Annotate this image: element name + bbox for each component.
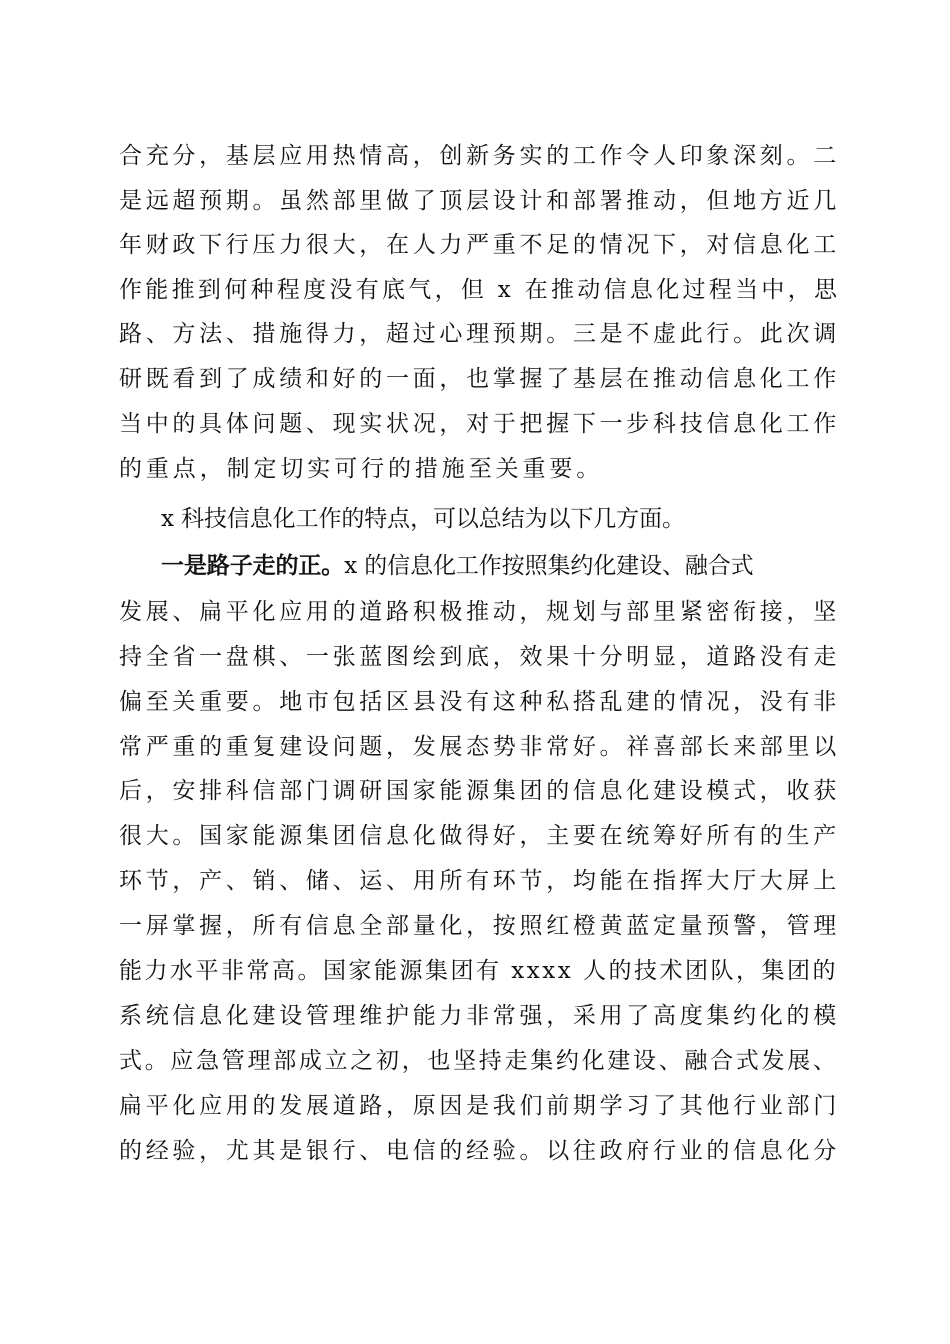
paragraph-1-line: 年财政下行压力很大，在人力严重不足的情况下，对信息化工 (119, 232, 840, 258)
paragraph-2: x 科技信息化工作的特点，可以总结为以下几方面。 (161, 506, 685, 532)
paragraph-3-first-line-text: x 的信息化工作按照集约化建设、融合式 (344, 553, 754, 579)
paragraph-1-line: 路、方法、措施得力，超过心理预期。三是不虚此行。此次调 (119, 321, 840, 347)
paragraph-1-line: 当中的具体问题、现实状况，对于把握下一步科技信息化工作 (119, 411, 840, 437)
paragraph-3-line: 很大。国家能源集团信息化做得好，主要在统筹好所有的生产 (119, 823, 840, 849)
paragraph-1-line: 合充分，基层应用热情高，创新务实的工作令人印象深刻。二 (119, 143, 840, 169)
paragraph-3-first-line (161, 546, 881, 586)
paragraph-3-line: 环节，产、销、储、运、用所有环节，均能在指挥大厅大屏上 (119, 868, 840, 894)
paragraph-3-line: 系统信息化建设管理维护能力非常强，采用了高度集约化的模 (119, 1003, 840, 1029)
paragraph-3-line: 的经验，尤其是银行、电信的经验。以往政府行业的信息化分 (119, 1138, 840, 1164)
paragraph-3-line: 偏至关重要。地市包括区县没有这种私搭乱建的情况，没有非 (119, 689, 840, 715)
paragraph-3-line: 后，安排科信部门调研国家能源集团的信息化建设模式，收获 (119, 778, 840, 804)
paragraph-3-line: 持全省一盘棋、一张蓝图绘到底，效果十分明显，道路没有走 (119, 644, 840, 670)
paragraph-3-line: 式。应急管理部成立之初，也坚持走集约化建设、融合式发展、 (119, 1048, 839, 1074)
paragraph-1-line: 作能推到何种程度没有底气，但 x 在推动信息化过程当中，思 (119, 277, 841, 303)
paragraph-3-line: 一屏掌握，所有信息全部量化，按照红橙黄蓝定量预警，管理 (119, 913, 840, 939)
paragraph-3-line: 扁平化应用的发展道路，原因是我们前期学习了其他行业部门 (119, 1093, 840, 1119)
paragraph-3-line: 常严重的重复建设问题，发展态势非常好。祥喜部长来部里以 (119, 734, 840, 760)
paragraph-3-line: 能力水平非常高。国家能源集团有 xxxx 人的技术团队，集团的 (119, 958, 839, 984)
paragraph-3-heading: 一是路子走的正。 (161, 552, 345, 579)
paragraph-1-line: 研既看到了成绩和好的一面，也掌握了基层在推动信息化工作 (119, 366, 840, 392)
paragraph-1-line: 的重点，制定切实可行的措施至关重要。 (119, 456, 604, 482)
paragraph-1-line: 是远超预期。虽然部里做了顶层设计和部署推动，但地方近几 (119, 188, 840, 214)
paragraph-3-line: 发展、扁平化应用的道路积极推动，规划与部里紧密衔接，坚 (119, 599, 840, 625)
